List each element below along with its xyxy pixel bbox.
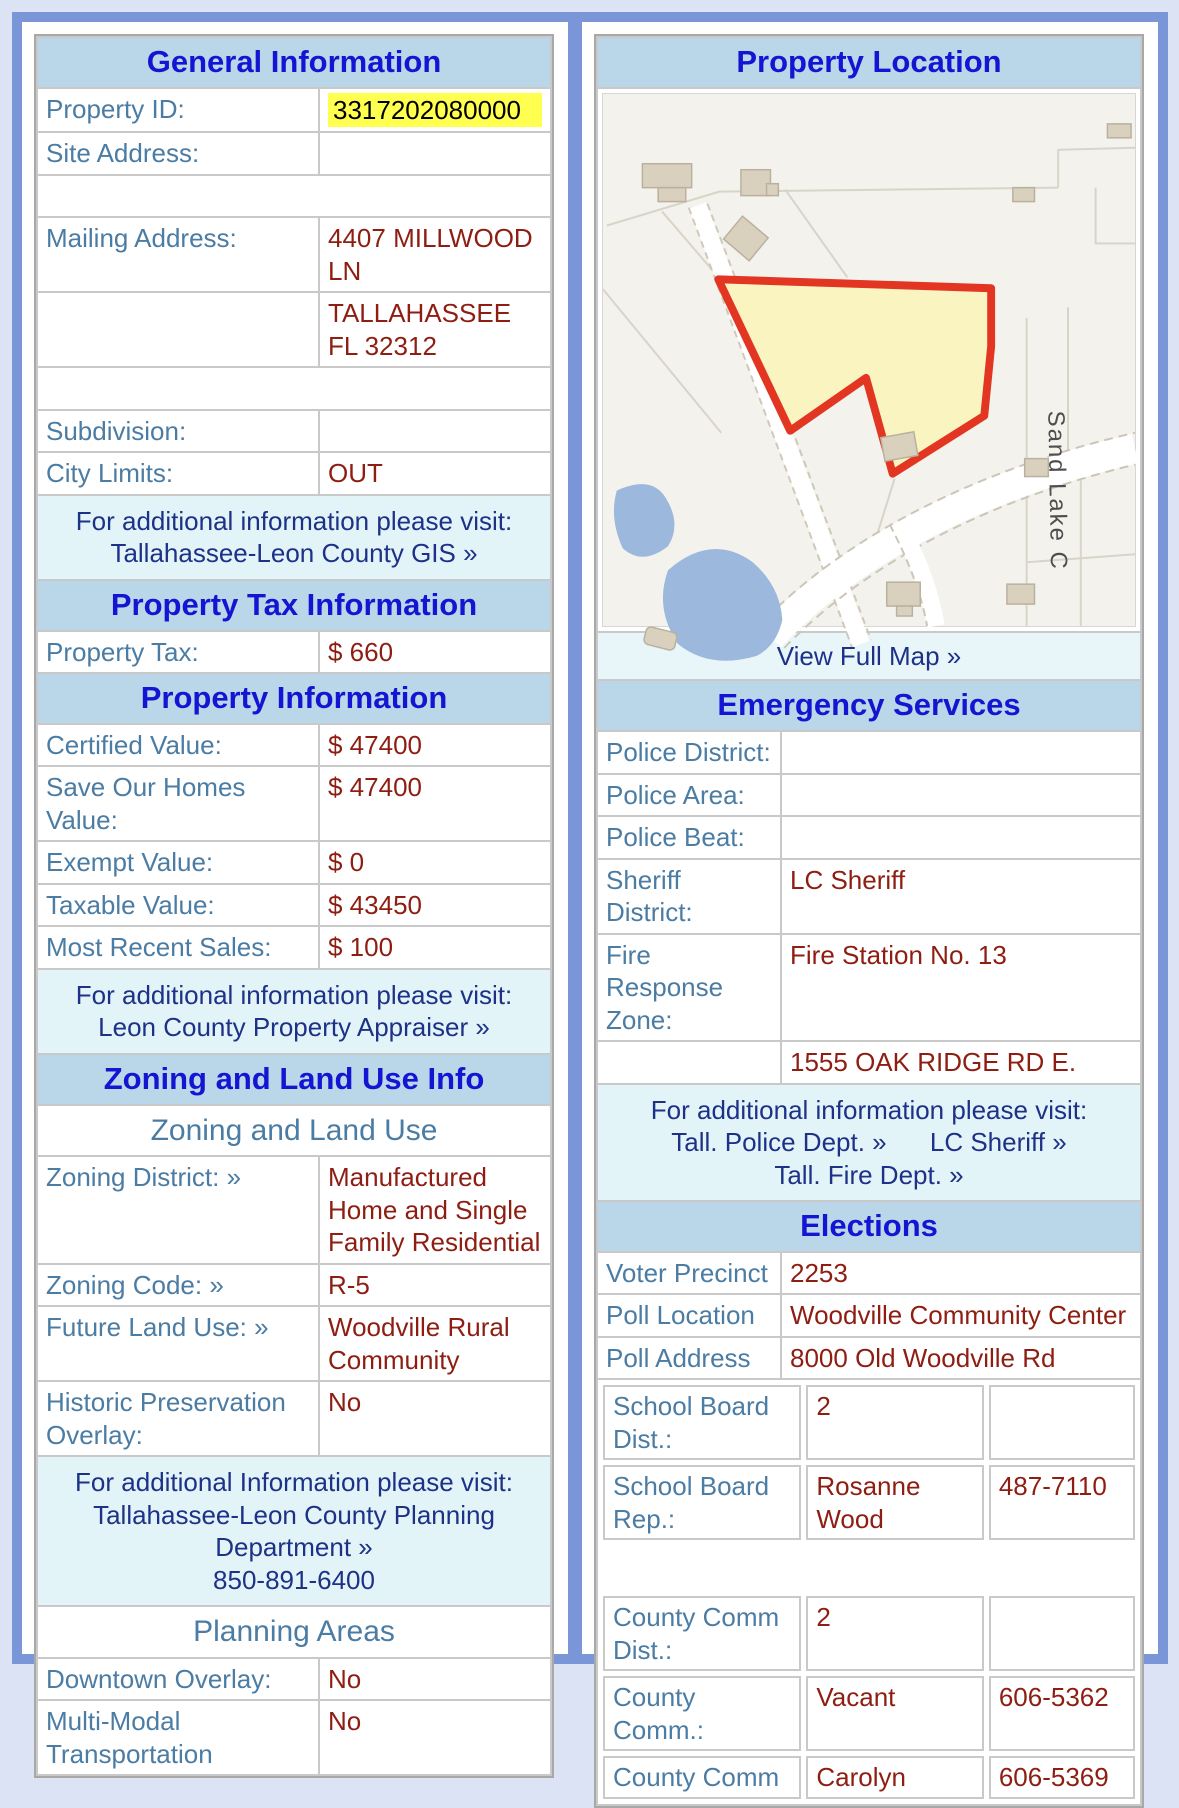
table-row bbox=[38, 767, 550, 840]
map-cell bbox=[598, 89, 1140, 631]
section-header-zoning: Zoning and Land Use Info bbox=[38, 1055, 550, 1104]
county-comm-2-phone: 606-5369 bbox=[989, 1756, 1135, 1799]
county-comm-dist-phone bbox=[989, 1596, 1135, 1671]
empty-cell bbox=[38, 368, 550, 409]
gis-link[interactable]: Tallahassee-Leon County GIS » bbox=[110, 538, 478, 569]
voter-precinct-label: Voter Precinct bbox=[598, 1253, 780, 1294]
future-land-use-link[interactable]: Future Land Use: » bbox=[38, 1307, 318, 1380]
police-area-value bbox=[782, 775, 1140, 816]
table-row bbox=[598, 1295, 1140, 1336]
table-row bbox=[38, 293, 550, 366]
police-district-label: Police District: bbox=[598, 732, 780, 773]
lc-sheriff-link[interactable]: LC Sheriff » bbox=[929, 1127, 1067, 1157]
mailing-address-value: 4407 MILLWOOD LN bbox=[320, 218, 550, 291]
table-row bbox=[38, 89, 550, 132]
taxable-value-value: $ 43450 bbox=[320, 885, 550, 926]
property-appraiser-link[interactable]: Leon County Property Appraiser » bbox=[98, 1012, 490, 1043]
poll-location-label: Poll Location bbox=[598, 1295, 780, 1336]
fire-response-zone-value: Fire Station No. 13 bbox=[782, 935, 1140, 1041]
subdivision-value bbox=[320, 411, 550, 452]
subsection-planning-areas: Planning Areas bbox=[38, 1607, 550, 1657]
property-location-map[interactable] bbox=[602, 93, 1136, 627]
table-row bbox=[38, 1457, 550, 1605]
county-comm-value: Vacant bbox=[806, 1676, 983, 1751]
table-row bbox=[38, 496, 550, 579]
table-row bbox=[38, 885, 550, 926]
mailing-address-value-2: TALLAHASSEE FL 32312 bbox=[320, 293, 550, 366]
info-cell-planning-dept bbox=[38, 1457, 550, 1605]
police-beat-value bbox=[782, 817, 1140, 858]
property-id-label: Property ID: bbox=[38, 89, 318, 132]
school-board-dist-label: School Board Dist.: bbox=[603, 1385, 801, 1460]
empty-cell bbox=[603, 1545, 1135, 1591]
school-board-dist-phone bbox=[989, 1385, 1135, 1460]
city-limits-label: City Limits: bbox=[38, 453, 318, 494]
sheriff-district-label: Sheriff District: bbox=[598, 860, 780, 933]
planning-department-link[interactable]: Tallahassee-Leon County Planning Department » bbox=[93, 1499, 495, 1562]
table-row bbox=[603, 1756, 1135, 1799]
section-header-property-information: Property Information bbox=[38, 674, 550, 723]
fire-dept-link[interactable]: Tall. Fire Dept. » bbox=[774, 1159, 964, 1190]
view-full-map-link[interactable]: View Full Map » bbox=[776, 640, 962, 671]
table-row bbox=[38, 725, 550, 766]
school-board-rep-value: Rosanne Wood bbox=[806, 1465, 983, 1540]
historic-overlay-label: Historic Preservation Overlay: bbox=[38, 1382, 318, 1455]
most-recent-sales-value: $ 100 bbox=[320, 927, 550, 968]
multi-modal-value: No bbox=[320, 1701, 550, 1774]
empty-cell bbox=[598, 1042, 780, 1083]
property-tax-value: $ 660 bbox=[320, 632, 550, 673]
school-board-dist-value: 2 bbox=[806, 1385, 983, 1460]
info-text: For additional Information please visit: bbox=[75, 1467, 513, 1497]
table-row bbox=[598, 1253, 1140, 1294]
section-header-elections: Elections bbox=[598, 1202, 1140, 1251]
table-row bbox=[38, 133, 550, 174]
police-district-value bbox=[782, 732, 1140, 773]
site-address-label: Site Address: bbox=[38, 133, 318, 174]
city-limits-value: OUT bbox=[320, 453, 550, 494]
save-our-homes-value: $ 47400 bbox=[320, 767, 550, 840]
police-beat-label: Police Beat: bbox=[598, 817, 780, 858]
county-comm-2-label: County Comm bbox=[603, 1756, 801, 1799]
taxable-value-label: Taxable Value: bbox=[38, 885, 318, 926]
table-row bbox=[598, 935, 1140, 1041]
table-row bbox=[38, 1607, 550, 1657]
table-row bbox=[38, 368, 550, 409]
certified-value-label: Certified Value: bbox=[38, 725, 318, 766]
table-row bbox=[598, 732, 1140, 773]
most-recent-sales-label: Most Recent Sales: bbox=[38, 927, 318, 968]
table-row bbox=[598, 89, 1140, 631]
exempt-value-label: Exempt Value: bbox=[38, 842, 318, 883]
zoning-code-link[interactable]: Zoning Code: » bbox=[38, 1265, 318, 1306]
table-row bbox=[598, 1085, 1140, 1201]
frameset bbox=[12, 12, 1168, 1793]
table-row bbox=[38, 411, 550, 452]
empty-cell bbox=[38, 293, 318, 366]
elections-officials-table bbox=[598, 1380, 1140, 1804]
zoning-code-value: R-5 bbox=[320, 1265, 550, 1306]
empty-cell bbox=[38, 176, 550, 217]
table-row bbox=[603, 1545, 1135, 1591]
info-text: For additional information please visit: bbox=[650, 1094, 1088, 1125]
right-frame bbox=[582, 22, 1158, 1793]
future-land-use-value: Woodville Rural Community bbox=[320, 1307, 550, 1380]
property-tax-label: Property Tax: bbox=[38, 632, 318, 673]
county-comm-dist-label: County Comm Dist.: bbox=[603, 1596, 801, 1671]
section-header-property-tax: Property Tax Information bbox=[38, 581, 550, 630]
planning-department-phone: 850-891-6400 bbox=[213, 1564, 375, 1595]
historic-overlay-value: No bbox=[320, 1382, 550, 1455]
table-row bbox=[38, 927, 550, 968]
county-comm-phone: 606-5362 bbox=[989, 1676, 1135, 1751]
county-comm-label: County Comm.: bbox=[603, 1676, 801, 1751]
table-row bbox=[603, 1676, 1135, 1751]
left-frame bbox=[22, 22, 568, 1769]
table-row bbox=[603, 1596, 1135, 1671]
subdivision-label: Subdivision: bbox=[38, 411, 318, 452]
table-row bbox=[38, 632, 550, 673]
table-row bbox=[38, 218, 550, 291]
property-location-table bbox=[594, 34, 1144, 1808]
street-name-label: Sand Lake C bbox=[1042, 410, 1072, 571]
table-row bbox=[38, 1307, 550, 1380]
table-row bbox=[598, 1380, 1140, 1804]
downtown-overlay-value: No bbox=[320, 1659, 550, 1700]
table-row bbox=[598, 775, 1140, 816]
subsection-zoning-and-land-use: Zoning and Land Use bbox=[38, 1106, 550, 1156]
mailing-address-label: Mailing Address: bbox=[38, 218, 318, 291]
table-row bbox=[598, 817, 1140, 858]
section-header-general-information: General Information bbox=[38, 38, 550, 87]
table-row bbox=[38, 453, 550, 494]
table-row bbox=[598, 1338, 1140, 1379]
elections-officials-section bbox=[598, 1380, 1140, 1804]
section-header-emergency-services: Emergency Services bbox=[598, 681, 1140, 730]
zoning-district-value: Manufactured Home and Single Family Residential bbox=[320, 1157, 550, 1263]
voter-precinct-value: 2253 bbox=[782, 1253, 1140, 1294]
section-header-property-location: Property Location bbox=[598, 38, 1140, 87]
save-our-homes-label: Save Our Homes Value: bbox=[38, 767, 318, 840]
poll-location-value: Woodville Community Center bbox=[782, 1295, 1140, 1336]
property-id-cell bbox=[320, 89, 550, 132]
table-row bbox=[598, 860, 1140, 933]
site-address-value bbox=[320, 133, 550, 174]
fire-response-zone-label: Fire Response Zone: bbox=[598, 935, 780, 1041]
multi-modal-label: Multi-Modal Transportation bbox=[38, 1701, 318, 1774]
table-row bbox=[38, 1659, 550, 1700]
exempt-value-value: $ 0 bbox=[320, 842, 550, 883]
sheriff-district-value: LC Sheriff bbox=[782, 860, 1140, 933]
table-row bbox=[38, 1265, 550, 1306]
info-cell-gis bbox=[38, 496, 550, 579]
info-text: For additional information please visit: bbox=[75, 505, 513, 536]
police-area-label: Police Area: bbox=[598, 775, 780, 816]
general-info-table bbox=[34, 34, 554, 1778]
school-board-rep-label: School Board Rep.: bbox=[603, 1465, 801, 1540]
table-row bbox=[603, 1385, 1135, 1460]
table-row bbox=[38, 1382, 550, 1455]
frame-divider bbox=[568, 22, 582, 1654]
zoning-district-link[interactable]: Zoning District: » bbox=[38, 1157, 318, 1263]
poll-address-label: Poll Address bbox=[598, 1338, 780, 1379]
downtown-overlay-label: Downtown Overlay: bbox=[38, 1659, 318, 1700]
info-cell-appraiser bbox=[38, 970, 550, 1053]
table-row bbox=[603, 1465, 1135, 1540]
county-comm-dist-value: 2 bbox=[806, 1596, 983, 1671]
table-row bbox=[38, 970, 550, 1053]
table-row bbox=[38, 1106, 550, 1156]
fire-station-address-value: 1555 OAK RIDGE RD E. bbox=[782, 1042, 1140, 1083]
info-cell-emergency bbox=[598, 1085, 1140, 1201]
county-comm-2-value: Carolyn bbox=[806, 1756, 983, 1799]
school-board-rep-phone: 487-7110 bbox=[989, 1465, 1135, 1540]
table-row bbox=[598, 1042, 1140, 1083]
certified-value-value: $ 47400 bbox=[320, 725, 550, 766]
poll-address-value: 8000 Old Woodville Rd bbox=[782, 1338, 1140, 1379]
table-row bbox=[38, 842, 550, 883]
property-id-value: 3317202080000 bbox=[328, 93, 542, 128]
info-text: For additional information please visit: bbox=[75, 979, 513, 1010]
table-row bbox=[38, 176, 550, 217]
table-row bbox=[38, 1701, 550, 1774]
police-dept-link[interactable]: Tall. Police Dept. » bbox=[671, 1127, 887, 1157]
table-row bbox=[38, 1157, 550, 1263]
